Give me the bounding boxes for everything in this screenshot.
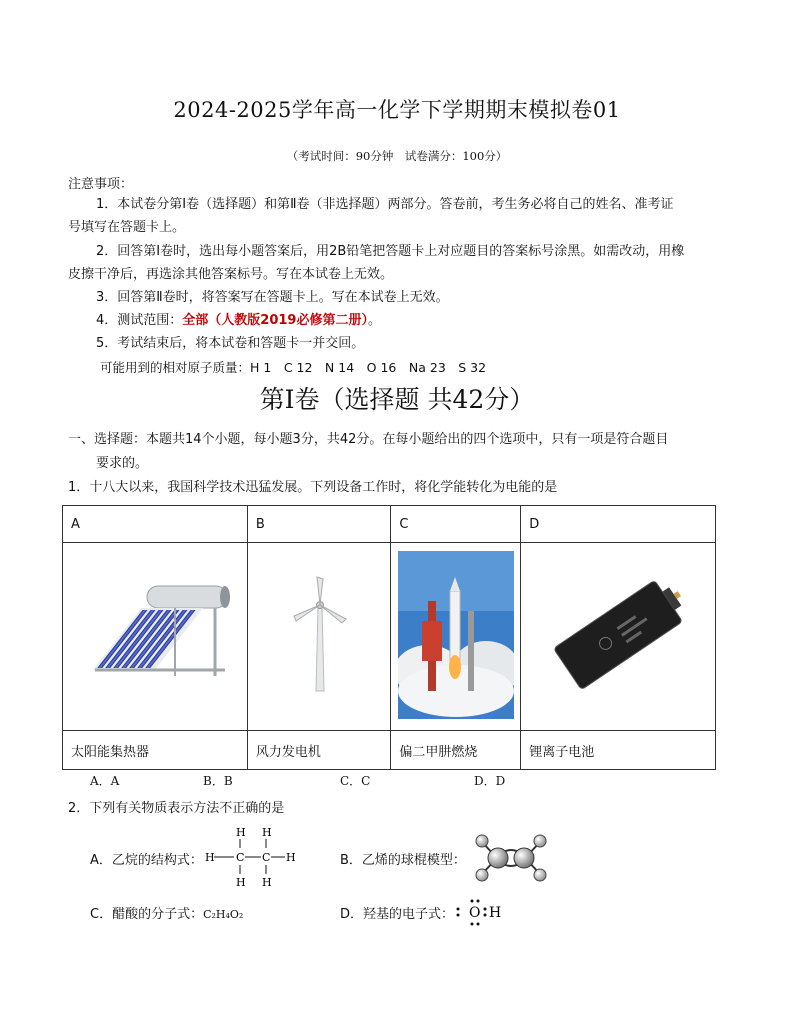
note-item-1a: 1．本试卷分第Ⅰ卷（选择题）和第Ⅱ卷（非选择题）两部分。答卷前，考生务必将自己的姓名、准考证 [96, 197, 674, 212]
option-d-image-cell [521, 543, 716, 731]
exam-subtitle: （考试时间：90分钟 试卷满分：100分） [286, 149, 508, 163]
atom-c-2: C [262, 851, 271, 864]
atom-h: H [489, 905, 502, 921]
option-c-label: 偏二甲肼燃烧 [391, 731, 521, 770]
q2-option-c-prefix: C．醋酸的分子式： [90, 907, 204, 922]
atom-h-top-2: H [262, 826, 272, 839]
atom-c-1: C [236, 851, 245, 864]
option-c-image-cell [391, 543, 521, 731]
atom-h-top-1: H [236, 826, 246, 839]
question-1-options-table [62, 505, 716, 770]
atomic-masses: 可能用到的相对原子质量：H 1 C 12 N 14 O 16 Na 23 S 32 [100, 360, 487, 375]
note-item-3: 3．回答第Ⅱ卷时，将答案写在答题卡上。写在本试卷上无效。 [96, 290, 449, 305]
solar-water-heater-icon [75, 580, 235, 690]
question-2-stem: 2．下列有关物质表示方法不正确的是 [68, 801, 285, 816]
option-b-image-cell [247, 543, 391, 731]
lithium-battery-icon [543, 580, 693, 690]
option-a-header: A [63, 506, 248, 543]
note-item-2b: 皮擦干净后，再选涂其他答案标号。写在本试卷上无效。 [68, 267, 394, 282]
q2-option-d: D．羟基的电子式： [340, 907, 455, 922]
ethylene-ball-stick-model [470, 832, 552, 884]
option-b-header: B [247, 506, 391, 543]
instructions-line-2: 要求的。 [96, 456, 149, 471]
instructions-line-1: 一、选择题：本题共14个小题，每小题3分，共42分。在每小题给出的四个选项中，只有一项是符合题目 [68, 432, 669, 447]
option-a-label: 太阳能集热器 [63, 731, 248, 770]
question-1-stem: 1．十八大以来，我国科学技术迅猛发展。下列设备工作时，将化学能转化为电能的是 [68, 480, 558, 495]
note-item-2a: 2．回答第Ⅰ卷时，选出每小题答案后，用2B铅笔把答题卡上对应题目的答案标号涂黑。如需改动，用橡 [96, 244, 685, 259]
acetic-acid-formula: C₂H₄O₂ [203, 908, 244, 921]
atom-h-right: H [286, 851, 296, 864]
q2-option-c [90, 903, 243, 922]
note-item-4-suffix: 。 [367, 313, 381, 328]
wind-turbine-icon [284, 575, 354, 695]
page-title: 2024-2025学年高一化学下学期期末模拟卷01 [173, 98, 621, 122]
test-scope: 全部（人教版2019必修第二册） [182, 313, 368, 328]
note-item-1b: 号填写在答题卡上。 [68, 220, 186, 235]
option-a-image-cell [63, 543, 248, 731]
notes-heading: 注意事项： [68, 177, 134, 192]
atom-h-left: H [205, 851, 215, 864]
q1-choice-b: B．B [203, 774, 233, 788]
rocket-launch-icon [398, 551, 514, 719]
atom-h-bottom-2: H [262, 876, 272, 889]
q2-option-a: A．乙烷的结构式： [90, 853, 203, 868]
q1-choice-a: A．A [90, 774, 120, 788]
q1-choice-d: D．D [474, 774, 506, 788]
note-item-4 [96, 309, 381, 332]
note-item-4-prefix: 4．测试范围： [96, 313, 183, 328]
hydroxyl-electron-formula [452, 898, 502, 928]
note-item-5: 5．考试结束后，将本试卷和答题卡一并交回。 [96, 336, 365, 351]
q1-choice-c: C．C [340, 774, 371, 788]
option-b-label: 风力发电机 [247, 731, 391, 770]
option-d-label: 锂离子电池 [521, 731, 716, 770]
atom-o: O [469, 905, 481, 921]
option-c-header: C [391, 506, 521, 543]
section-title: 第Ⅰ卷（选择题 共42分） [259, 385, 535, 414]
atom-h-bottom-1: H [236, 876, 246, 889]
option-d-header: D [521, 506, 716, 543]
ethane-structural-formula [200, 824, 300, 890]
q2-option-b: B．乙烯的球棍模型： [340, 853, 466, 868]
